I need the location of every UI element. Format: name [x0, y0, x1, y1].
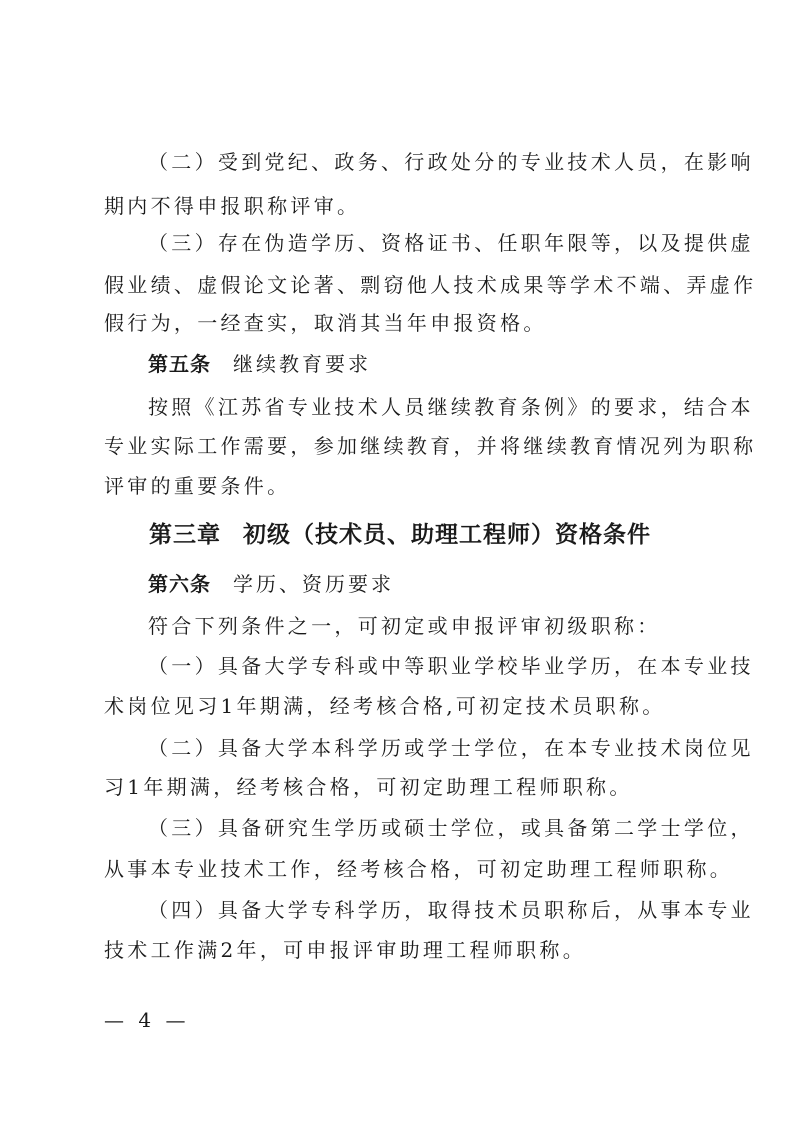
paragraph-line: （一）具备大学专科或中等职业学校毕业学历，在本专业技: [148, 654, 754, 678]
paragraph-line: （二）受到党纪、政务、行政处分的专业技术人员，在影响: [148, 150, 754, 174]
article-title: 学历、资历要求: [233, 572, 394, 596]
chapter-number: 第三章: [149, 522, 221, 548]
article-number: 第五条: [148, 352, 211, 376]
article-number: 第六条: [148, 572, 211, 596]
paragraph-line: 假业绩、虚假论文论著、剽窃他人技术成果等学术不端、弄虚作: [104, 273, 757, 297]
article-heading: [0, 564, 793, 604]
paragraph-line: 技术工作满2年，可申报评审助理工程师职称。: [104, 938, 587, 962]
article-title: 继续教育要求: [233, 352, 371, 376]
paragraph-line: 评审的重要条件。: [104, 474, 291, 498]
paragraph-line: （三）具备研究生学历或硕士学位，或具备第二学士学位，: [148, 816, 754, 840]
chapter-heading: [0, 513, 793, 557]
paragraph-line: 习1年期满，经考核合格，可初定助理工程师职称。: [104, 775, 633, 799]
paragraph-line: 期内不得申报职称评审。: [104, 194, 361, 218]
paragraph-line: 假行为，一经查实，取消其当年申报资格。: [104, 311, 547, 335]
paragraph-line: 从事本专业技术工作，经考核合格，可初定助理工程师职称。: [104, 857, 734, 881]
paragraph-line: （四）具备大学专科学历，取得技术员职称后，从事本专业: [148, 898, 754, 922]
paragraph-line: 专业实际工作需要，参加继续教育，并将继续教育情况列为职称: [104, 434, 757, 458]
article-heading: [0, 344, 793, 384]
page-number: — 4 —: [104, 1008, 190, 1032]
paragraph-line: 按照《江苏省专业技术人员继续教育条例》的要求，结合本: [148, 395, 754, 419]
paragraph-line: 符合下列条件之一，可初定或申报评审初级职称：: [148, 614, 661, 638]
paragraph-line: （三）存在伪造学历、资格证书、任职年限等，以及提供虚: [148, 231, 754, 255]
paragraph-line: （二）具备大学本科学历或学士学位，在本专业技术岗位见: [148, 736, 754, 760]
chapter-title: 初级（技术员、助理工程师）资格条件: [243, 522, 651, 548]
paragraph-line: 术岗位见习1年期满，经考核合格,可初定技术员职称。: [104, 694, 666, 718]
